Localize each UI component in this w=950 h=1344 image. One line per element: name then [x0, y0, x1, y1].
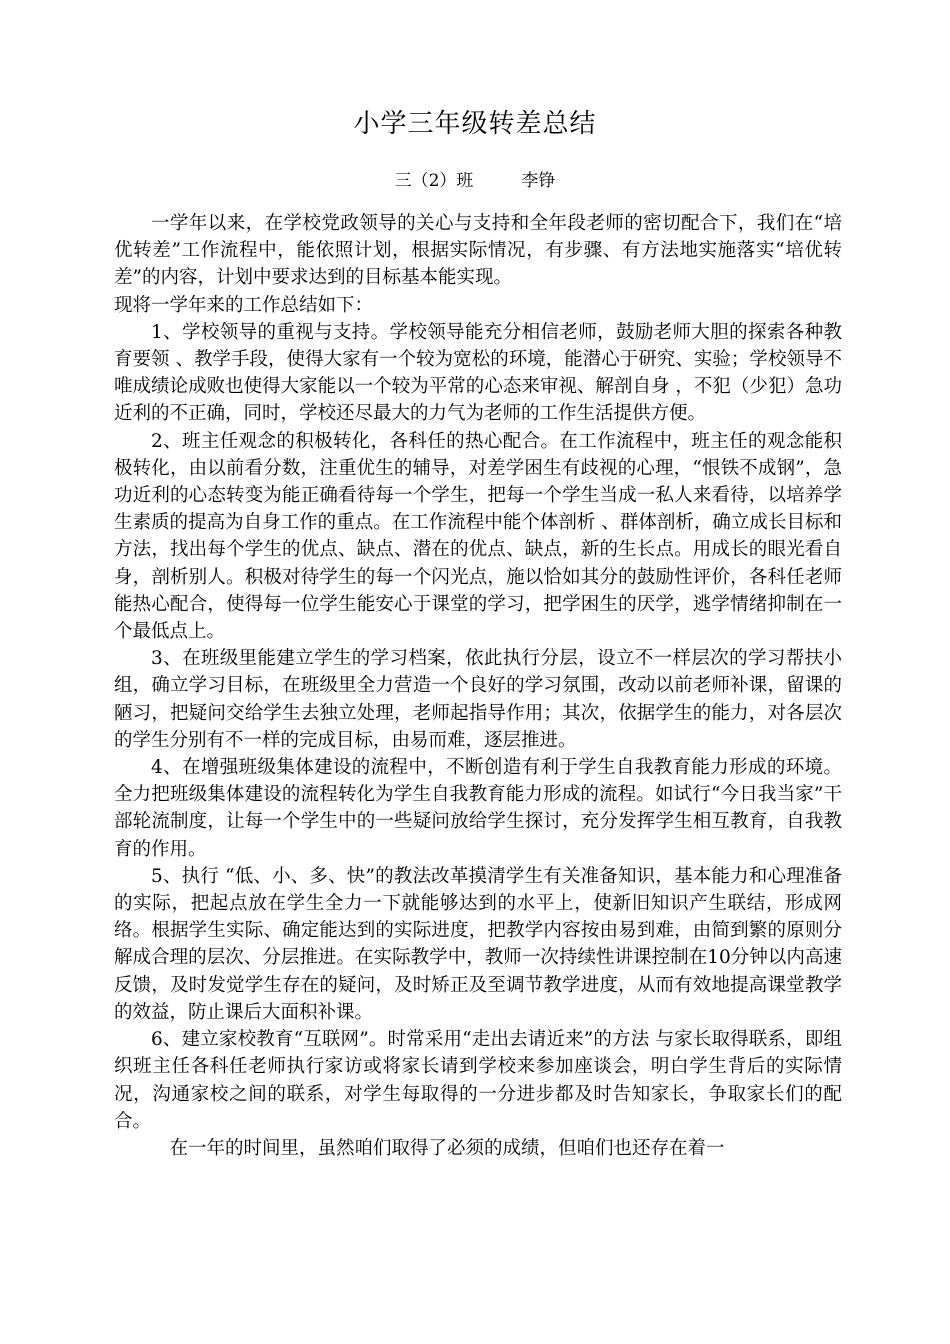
- document-body: [114, 210, 842, 1162]
- paragraph-item-4: 4、在增强班级集体建设的流程中，不断创造有利于学生自我教育能力形成的环境。全力把班级集体建设的流程转化为学生自我教育能力形成的流程。如试行“今日我当家”干部轮流制度，让每一个学生中的一些疑问放给学生探讨，充分发挥学生相互教育，自我教育的作用。: [114, 757, 842, 860]
- paragraph-item-5: 5、执行 “低、小、多、快”的教法改革摸清学生有关准备知识，基本能力和心理准备的实际，把起点放在学生全力一下就能够达到的水平上，使新旧知识产生联结，形成网络。根据学生实际、确定能达到的实际进度，把教学内容按由易到难，由简到繁的原则分解成合理的层次、分层推进。在实际教学中，教师一次持续性讲课控制在10分钟以内高速反馈，及时发觉学生存在的疑问，及时矫正及至调节教学进度，从而有效地提高课堂教学的效益，防止课后大面积补课。: [114, 865, 842, 1023]
- byline: [0, 170, 950, 192]
- author-name: 李铮: [521, 171, 556, 191]
- paragraph-item-3: 3、在班级里能建立学生的学习档案，依此执行分层，设立不一样层次的学习帮扶小组，确立学习目标，在班级里全力营造一个良好的学习氛围，改动以前老师补课，留课的陋习，把疑问交给学生去独立处理，老师起指导作用；其次，依据学生的能力，对各层次的学生分别有不一样的完成目标，由易而难，逐层推进。: [114, 648, 842, 751]
- paragraph-intro: 一学年以来，在学校党政领导的关心与支持和全年段老师的密切配合下，我们在“培优转差”工作流程中，能依照计划，根据实际情况，有步骤、有方法地实施落实“培优转差”的内容，计划中要求达到的目标基本能实现。: [114, 213, 842, 289]
- paragraph-closing: 在一年的时间里，虽然咱们取得了必须的成绩，但咱们也还存在着一: [169, 1137, 725, 1159]
- document-title: 小学三年级转差总结: [353, 109, 597, 139]
- paragraph-item-6: 6、建立家校教育“互联网”。时常采用“走出去请近来”的方法 与家长取得联系，即组织班主任各科任老师执行家访或将家长请到学校来参加座谈会，明白学生背后的实际情况，沟通家校之间的联系，对学生每取得的一分进步都及时告知家长，争取家长们的配合。: [114, 1029, 842, 1132]
- paragraph-item-2: 2、班主任观念的积极转化，各科任的热心配合。在工作流程中，班主任的观念能积极转化，由以前看分数，注重优生的辅导，对差学困生有歧视的心理，“恨铁不成钢”，急功近利的心态转变为能正确看待每一个学生，把每一个学生当成一私人来看待，以培养学生素质的提高为自身工作的重点。在工作流程中能个体剖析 、群体剖析，确立成长目标和方法，找出每个学生的优点、缺点、潜在的优点、缺点，新的生长点。用成长的眼光看自身，剖析别人。积极对待学生的每一个闪光点，施以恰如其分的鼓励性评价，各科任老师能热心配合，使得每一位学生能安心于课堂的学习，把学困生的厌学，逃学情绪抑制在一个最低点上。: [114, 430, 842, 643]
- class-name: 三（2）班: [394, 171, 474, 191]
- paragraph-item-1: 1、学校领导的重视与支持。学校领导能充分相信老师，鼓励老师大胆的探索各种教育要领 、教学手段，使得大家有一个较为宽松的环境，能潜心于研究、实验；学校领导不唯成绩论成败也使得大家能以一个较为平常的心态来审视、解剖自身 ，不犯（少犯）急功近利的不正确，同时，学校还尽最大的力气为老师的工作生活提供方便。: [114, 321, 842, 425]
- paragraph-summary-lead: 现将一学年来的工作总结如下：: [114, 294, 374, 316]
